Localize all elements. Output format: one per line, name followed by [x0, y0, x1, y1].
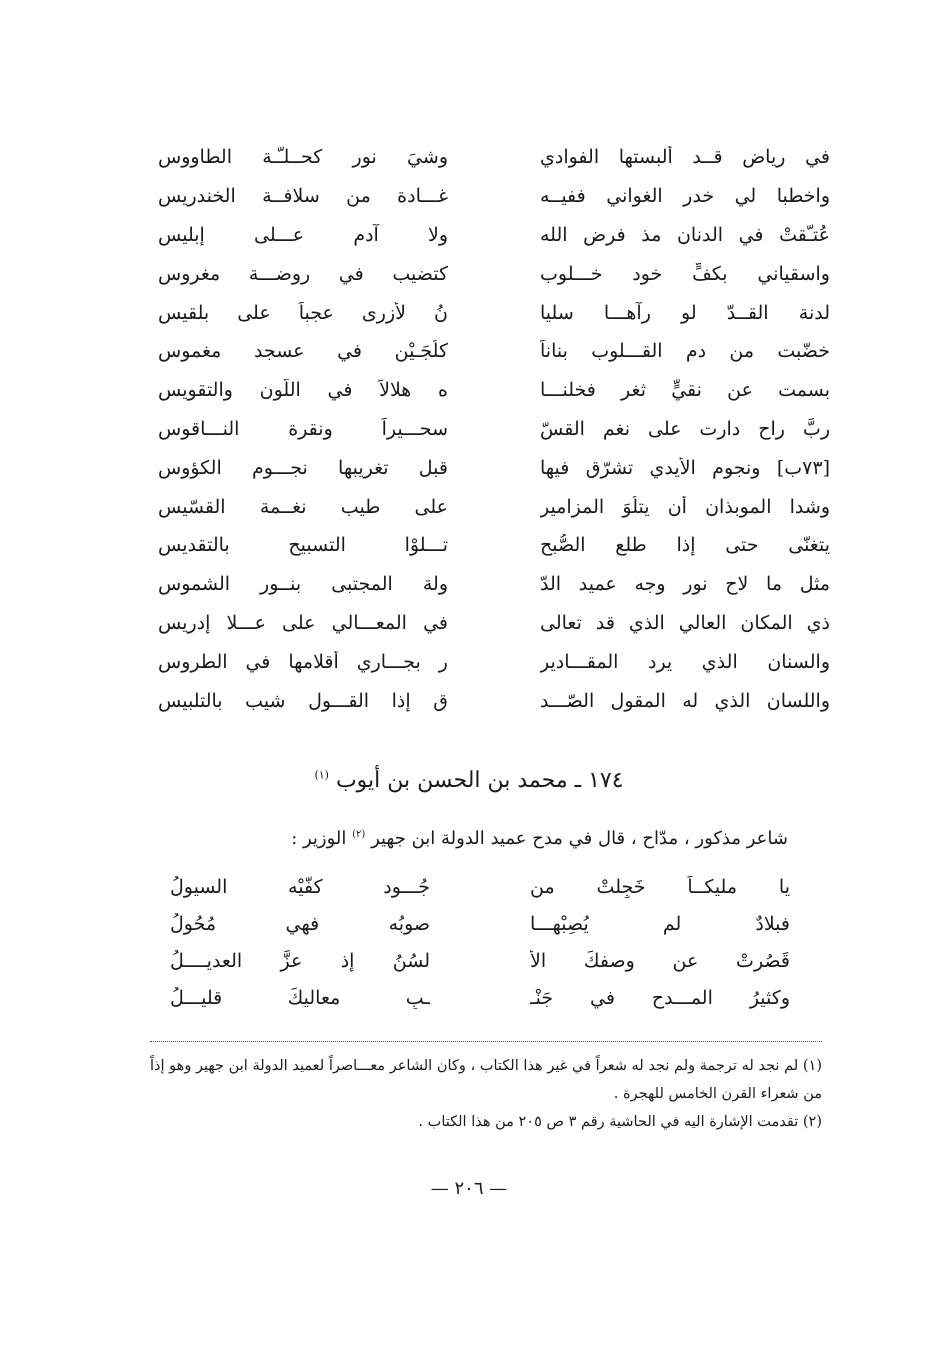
intro-text-end: الوزير :	[291, 828, 347, 849]
verse-first-hemistich: ذي المكان العالي الذي قد تعالى	[540, 611, 830, 634]
verse-line	[150, 487, 830, 526]
verse-second-hemistich: وشيَ نور كحــلـّـة الطاووس	[158, 146, 448, 169]
verse-line	[170, 868, 790, 905]
verse-first-hemistich: وشدا الموبذان أن يتلُوَ المزامير	[540, 495, 830, 518]
verse-first-hemistich: وكثيرُ المـــدحِ في جَنْـ	[530, 986, 790, 1009]
verse-second-hemistich: غـــادة من سلافــة الخندريس	[158, 185, 448, 208]
verse-first-hemistich: يتغنّى حتى إذا طلع الصُّبح	[540, 534, 830, 557]
verse-second-hemistich: ولا آدم عـــلى إبليس	[158, 223, 448, 246]
verse-first-hemistich: ربَّ راحٍ دارت على نغم القسّ	[540, 417, 830, 440]
verse-first-hemistich: مثل ما لاح نور وجه عميد الدّ	[540, 573, 830, 596]
verse-first-hemistich: بسمت عن نقيٍّ ثغر فخلنـــا	[540, 379, 830, 402]
verse-line	[150, 526, 830, 565]
verse-second-hemistich: نُ لأزرى عجباً على بلقيس	[158, 301, 448, 324]
verse-second-hemistich: كتضيب في روضـــة مغروس	[158, 262, 448, 285]
verse-second-hemistich: جُـــود كفّيْه السيولُ	[170, 875, 430, 898]
intro-text: شاعر مذكور ، مدّاح ، قال في مدح عميد الدولة ابن جهير	[371, 828, 788, 849]
verse-first-hemistich: في رياض قــد ألبستها الفوادي	[540, 146, 830, 169]
verse-second-hemistich: كلُجَـيْنٍ في عسجد مغموس	[158, 340, 448, 363]
verse-line	[170, 979, 790, 1016]
verse-line	[150, 293, 830, 332]
verse-line	[170, 905, 790, 942]
verse-first-hemistich: واللسان الذي له المقول الصّـــد	[540, 689, 830, 712]
verse-second-hemistich: ـبِ معاليكَ قليـــلُ	[170, 986, 430, 1009]
verse-first-hemistich: واخطبا لي خدر الغواني ففيــه	[540, 185, 830, 208]
section-title-note-ref: (١)	[314, 768, 329, 782]
verse-line	[150, 371, 830, 410]
verse-first-hemistich: يا مليكــاً خَجِلتْ من	[530, 875, 790, 898]
verse-line	[150, 410, 830, 449]
page-number: — ٢٠٦ —	[430, 1178, 508, 1199]
poem-bottom	[170, 868, 790, 1016]
verse-second-hemistich: ق إذا القـــول شيب بالتلبيس	[158, 689, 448, 712]
verse-line	[150, 177, 830, 216]
verse-second-hemistich: ر بجـــاري أقلامها في الطروس	[158, 650, 448, 673]
verse-line	[150, 332, 830, 371]
verse-second-hemistich: ولة المجتبى بنــور الشموس	[158, 573, 448, 596]
verse-line	[170, 942, 790, 979]
footnote-divider	[150, 1041, 822, 1042]
footnotes	[150, 1052, 822, 1136]
verse-line	[150, 216, 830, 255]
intro-note-ref: (٢)	[352, 829, 366, 840]
footnote-2: (٢) تقدمت الإشارة اليه في الحاشية رقم ٣ ص ٢٠٥ من هذا الكتاب .	[418, 1114, 822, 1130]
verse-second-hemistich: سحـــيراً ونقرة النـــاقوس	[158, 417, 448, 440]
verse-second-hemistich: لسُنُ إذ عزَّ العديــــلُ	[170, 949, 430, 972]
footnote-1: (١) لم نجد له ترجمة ولم نجد له شعراً في غير هذا الكتاب ، وكان الشاعر معـــاصراً لعميد الدولة ابن جهير وهو إذاً من شعراء القرن الخامس للهجرة .	[150, 1058, 822, 1102]
verse-line	[150, 565, 830, 604]
verse-second-hemistich: في المعـــالي على عـــلا إدريس	[158, 611, 448, 634]
verse-line	[150, 448, 830, 487]
verse-line	[150, 138, 830, 177]
verse-line	[150, 604, 830, 643]
verse-first-hemistich: [٧٣ب] ونجوم الأيدي تشرّق فيها	[540, 456, 830, 479]
verse-first-hemistich: واسقياني بكفٍّ خود خـــلوب	[540, 262, 830, 285]
verse-line	[150, 254, 830, 293]
verse-second-hemistich: تـــلوْا التسبيح بالتقديس	[158, 534, 448, 557]
verse-first-hemistich: فبلادٌ لم يُصِبْهـــا	[530, 912, 790, 935]
verse-second-hemistich: على طيب نغــمة القسّيس	[158, 495, 448, 518]
section-title	[0, 768, 938, 793]
verse-second-hemistich: قبل تغريبها نجـــوم الكؤوس	[158, 456, 448, 479]
verse-line	[150, 681, 830, 720]
verse-line	[150, 642, 830, 681]
verse-first-hemistich: خضّبت من دم القـــلوب بناناً	[540, 340, 830, 363]
section-title-text: ١٧٤ ـ محمد بن الحسن بن أيوب	[335, 768, 624, 793]
verse-first-hemistich: قَصُرتْ عن وصفكَ الأ	[530, 949, 790, 972]
verse-second-hemistich: ه هلالاً في اللّون والتقويس	[158, 379, 448, 402]
verse-first-hemistich: عُتـّقتْ في الدنان مذ فرض الله	[540, 223, 830, 246]
poem-top	[150, 138, 830, 720]
intro-line	[148, 828, 788, 849]
verse-second-hemistich: صوبُه فهي مُحُولُ	[170, 912, 430, 935]
verse-first-hemistich: لدنة القــدّ لو رآهـــا سليا	[540, 301, 830, 324]
verse-first-hemistich: والسنان الذي يرد المقـــادير	[540, 650, 830, 673]
